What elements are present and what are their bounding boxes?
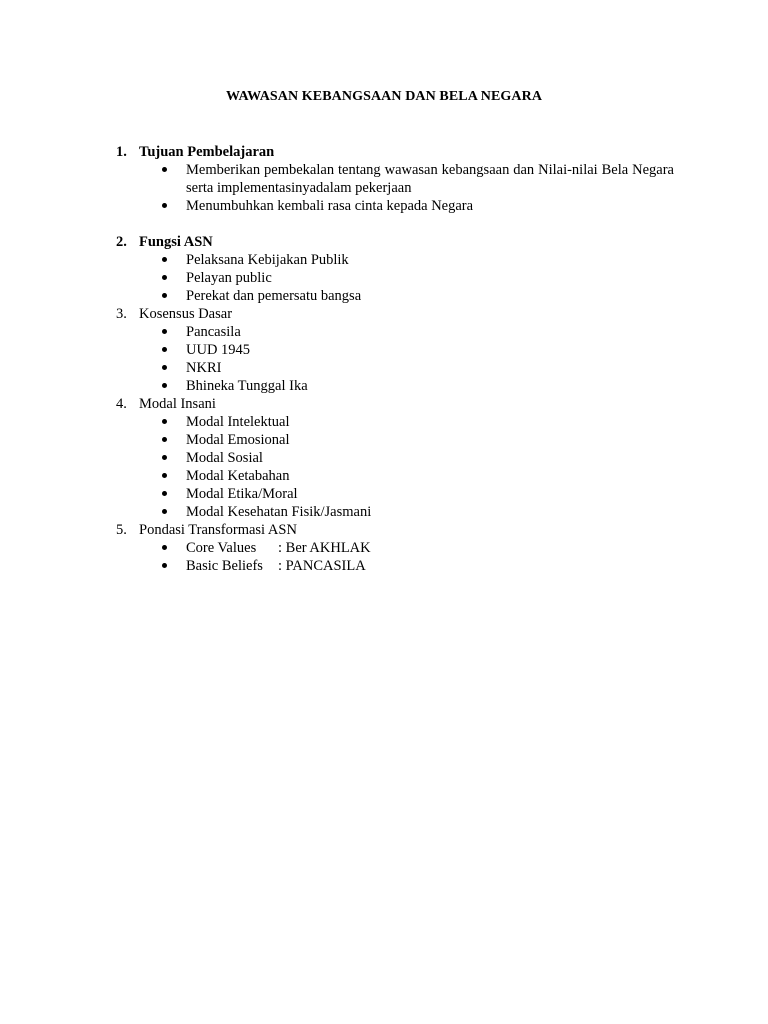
- section-modal-insani: [0, 395, 768, 521]
- bullet-icon: [162, 491, 167, 496]
- list-item-text: Memberikan pembekalan tentang wawasan kebangsaan dan Nilai-nilai Bela Negara serta implementasinyadalam pekerjaan: [186, 162, 674, 196]
- section-heading: [0, 521, 768, 539]
- section-number: 1.: [116, 144, 127, 160]
- item-label: Core Values: [186, 540, 257, 556]
- list-item-text: [186, 539, 674, 557]
- document-body: [0, 143, 768, 575]
- bullet-icon: [162, 365, 167, 370]
- section-title: Fungsi ASN: [139, 234, 213, 250]
- list-item-text: Pelaksana Kebijakan Publik: [186, 252, 349, 268]
- bullet-icon: [162, 167, 167, 172]
- list-item: [0, 377, 768, 395]
- section-number: 2.: [116, 234, 127, 250]
- section-title: Kosensus Dasar: [139, 306, 233, 322]
- list-item-text: Modal Etika/Moral: [186, 486, 298, 502]
- item-value: : Ber AKHLAK: [278, 540, 371, 556]
- item-value: : PANCASILA: [278, 558, 366, 574]
- section-number: 4.: [116, 396, 127, 412]
- list-item-text: Menumbuhkan kembali rasa cinta kepada Negara: [186, 198, 474, 214]
- bullet-icon: [162, 275, 167, 280]
- item-label: Basic Beliefs: [186, 558, 263, 574]
- list-item-text: NKRI: [186, 360, 222, 376]
- list-item: [0, 539, 768, 557]
- section-pondasi-transformasi-asn: [0, 521, 768, 575]
- list-item: [0, 161, 768, 197]
- list-item: [0, 485, 768, 503]
- list-item-text: Perekat dan pemersatu bangsa: [186, 288, 362, 304]
- list-item-text: [186, 557, 674, 575]
- list-item: [0, 503, 768, 521]
- list-item: [0, 197, 768, 215]
- bullet-icon: [162, 257, 167, 262]
- bullet-icon: [162, 473, 167, 478]
- list-item: [0, 323, 768, 341]
- section-heading: [0, 233, 768, 251]
- list-item-text: Modal Intelektual: [186, 414, 290, 430]
- list-item: [0, 341, 768, 359]
- list-item-text: Bhineka Tunggal Ika: [186, 378, 308, 394]
- bullet-icon: [162, 293, 167, 298]
- list-item-text: Modal Ketabahan: [186, 468, 290, 484]
- list-item: [0, 449, 768, 467]
- bullet-icon: [162, 455, 167, 460]
- bullet-icon: [162, 509, 167, 514]
- section-title: Tujuan Pembelajaran: [139, 144, 275, 160]
- list-item-text: UUD 1945: [186, 342, 251, 358]
- list-item: [0, 269, 768, 287]
- section-heading: [0, 395, 768, 413]
- bullet-icon: [162, 347, 167, 352]
- section-tujuan-pembelajaran: [0, 143, 768, 215]
- section-heading: [0, 143, 768, 161]
- section-number: 5.: [116, 522, 127, 538]
- list-item: [0, 467, 768, 485]
- bullet-icon: [162, 329, 167, 334]
- bullet-icon: [162, 203, 167, 208]
- section-title: Pondasi Transformasi ASN: [139, 522, 297, 538]
- list-item-text: Modal Emosional: [186, 432, 290, 448]
- section-fungsi-asn: [0, 233, 768, 305]
- bullet-icon: [162, 437, 167, 442]
- list-item: [0, 359, 768, 377]
- list-item-text: Pancasila: [186, 324, 241, 340]
- section-heading: [0, 305, 768, 323]
- list-item-text: Pelayan public: [186, 270, 272, 286]
- list-item: [0, 287, 768, 305]
- section-kosensus-dasar: [0, 305, 768, 395]
- list-item: [0, 413, 768, 431]
- bullet-icon: [162, 383, 167, 388]
- section-title: Modal Insani: [139, 396, 216, 412]
- bullet-icon: [162, 419, 167, 424]
- list-item-text: Modal Sosial: [186, 450, 263, 466]
- bullet-icon: [162, 563, 167, 568]
- document-title: WAWASAN KEBANGSAAN DAN BELA NEGARA: [225, 89, 543, 104]
- section-number: 3.: [116, 306, 127, 322]
- list-item-text: Modal Kesehatan Fisik/Jasmani: [186, 504, 372, 520]
- list-item: [0, 431, 768, 449]
- bullet-icon: [162, 545, 167, 550]
- list-item: [0, 251, 768, 269]
- list-item: [0, 557, 768, 575]
